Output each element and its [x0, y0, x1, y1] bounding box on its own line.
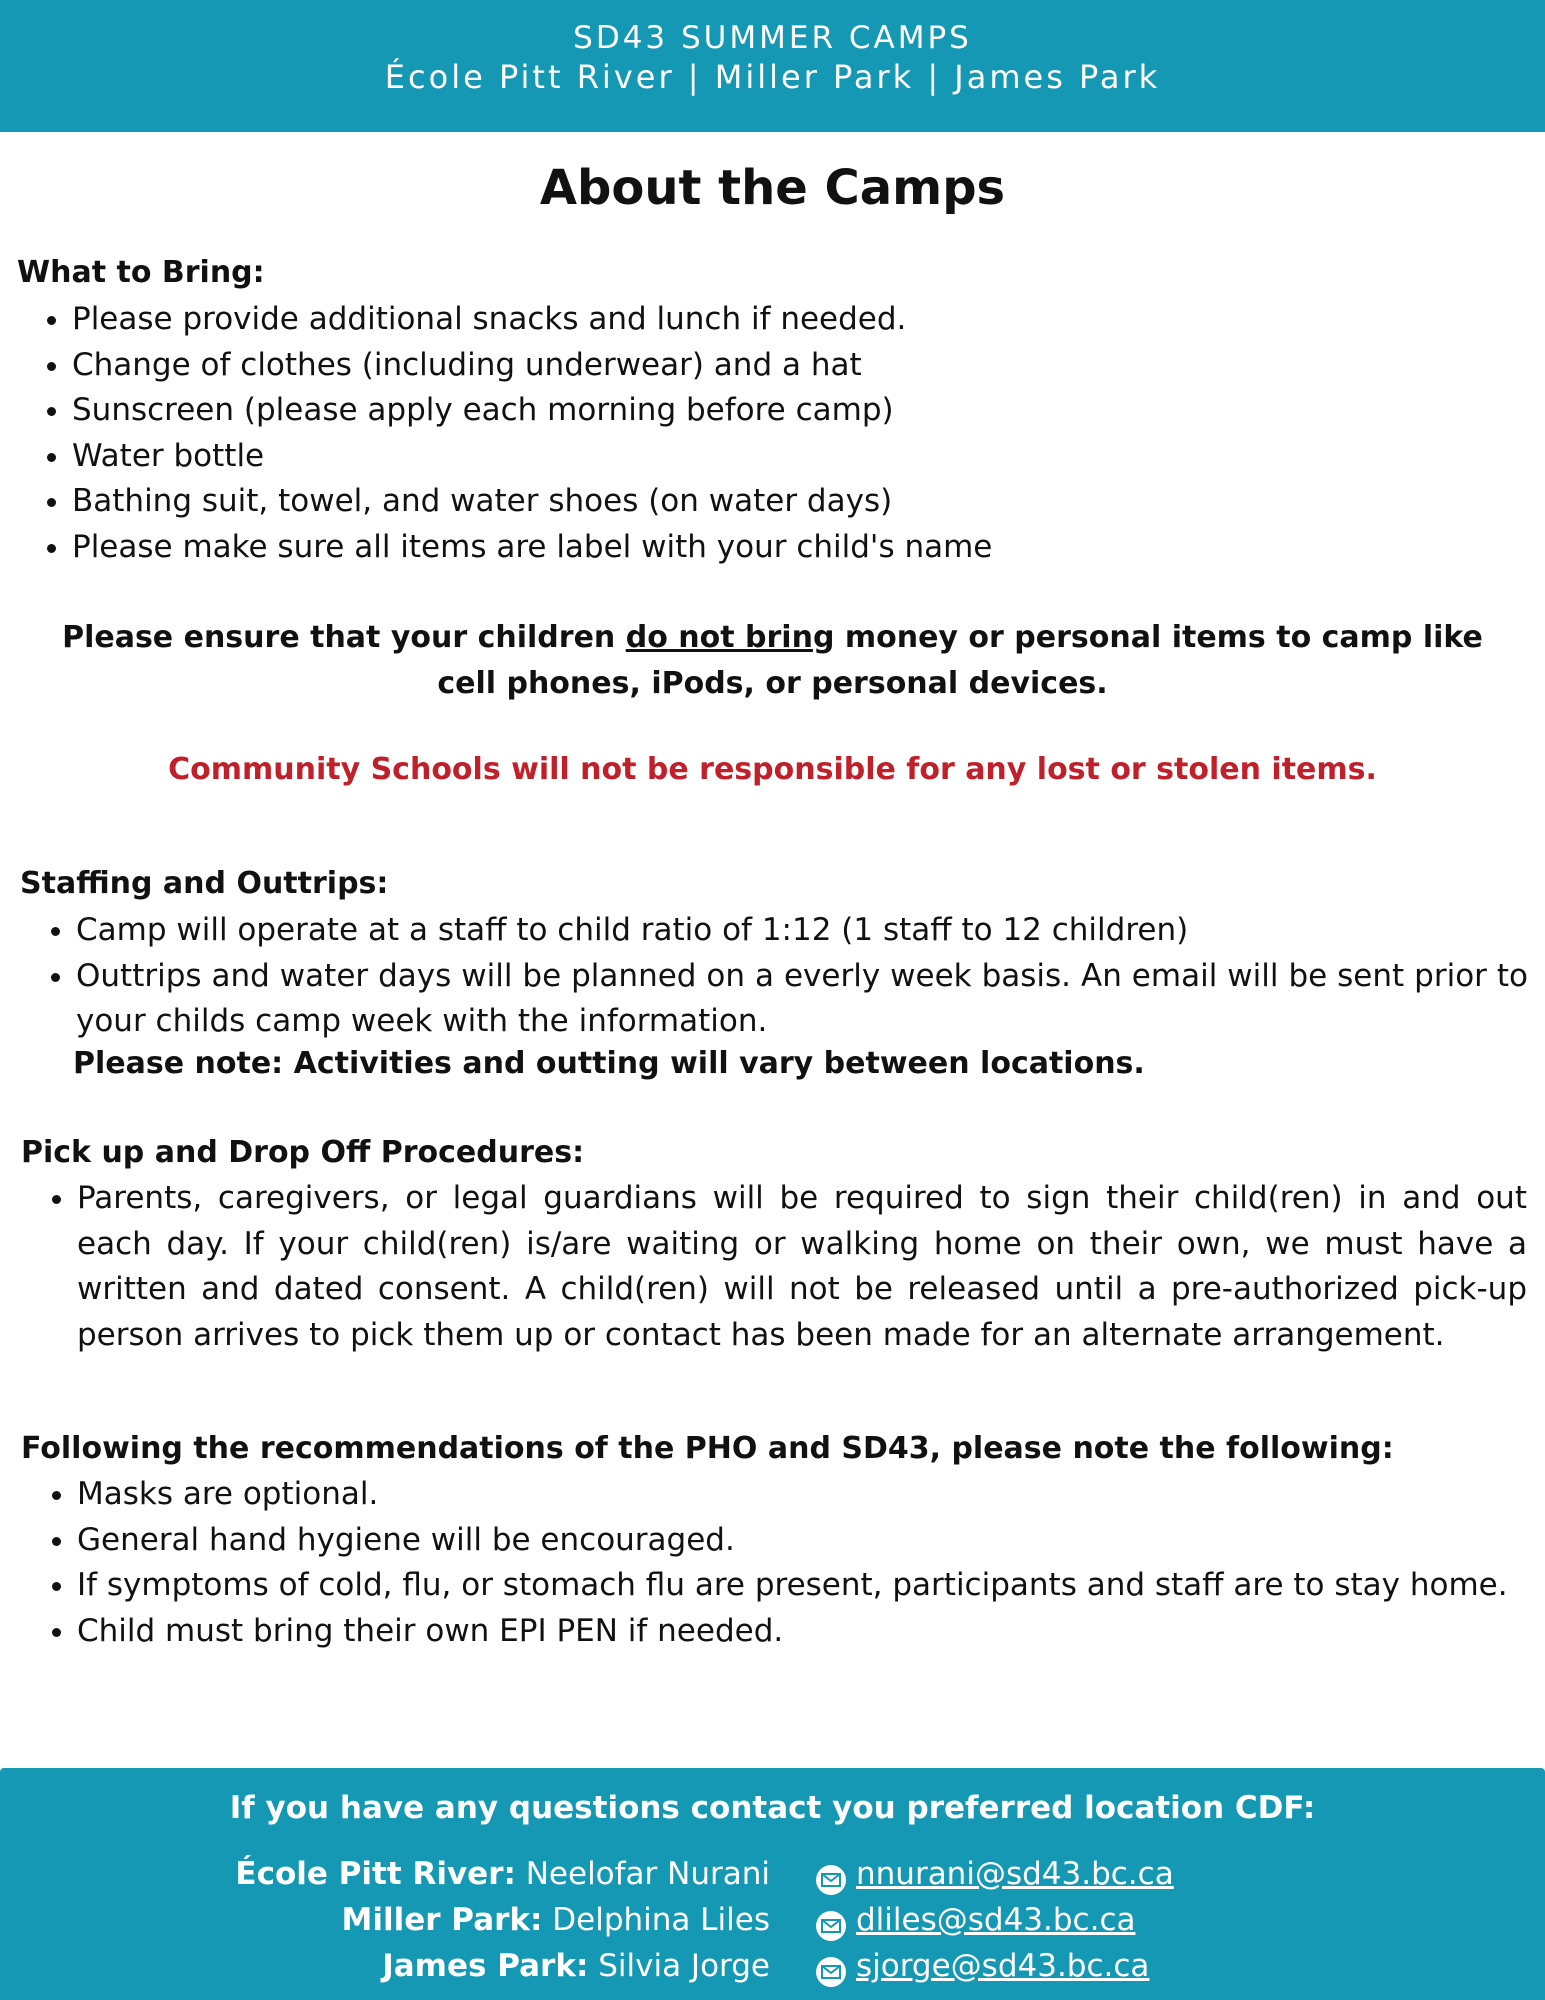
list-item: • Parents, caregivers, or legal guardians will be required to sign their child(ren) in and out each day. If your child(ren) is/are waiting or walking home on their own, we must have a written and dated consent. A child(ren) will not be released until a pre-authorized pick-up person arrives to pick them up or contact has been made for an alternate arrangement.: [77, 1176, 1527, 1358]
contact-banner: [0, 1768, 1545, 2000]
what-to-bring-heading: What to Bring:: [17, 255, 265, 290]
contact-row-pitt-river: [0, 1856, 1545, 1902]
pickup-list: [21, 1176, 1527, 1358]
list-item: • Masks are optional.: [77, 1472, 1526, 1518]
staffing-heading: Staffing and Outtrips:: [20, 866, 389, 901]
personal-items-notice: [40, 615, 1505, 707]
header-banner: [0, 0, 1545, 132]
email-link[interactable]: nnurani@sd43.bc.ca: [856, 1856, 1174, 1892]
contact-person: [235, 1856, 770, 1892]
pho-list: [21, 1472, 1526, 1654]
notice-text-before: Please ensure that your children: [62, 620, 626, 655]
list-item: • Outtrips and water days will be planned on a everly week basis. An email will be sent prior to your childs camp week with the information.: [76, 954, 1528, 1045]
email-link[interactable]: sjorge@sd43.bc.ca: [856, 1948, 1150, 1984]
header-locations: École Pitt River | Miller Park | James Park: [384, 58, 1161, 96]
list-item: • Child must bring their own EPI PEN if needed.: [77, 1609, 1526, 1655]
contact-name: Silvia Jorge: [588, 1948, 770, 1984]
page-title: About the Camps: [539, 160, 1006, 216]
list-item: • Bathing suit, towel, and water shoes (on water days): [72, 479, 1545, 525]
notice-text-after: g money or personal items to camp like cell phones, iPods, or personal devices.: [437, 620, 1483, 701]
lost-items-warning: Community Schools will not be responsible for any lost or stolen items.: [168, 752, 1377, 787]
contact-location: École Pitt River:: [235, 1856, 516, 1892]
contact-location: Miller Park:: [341, 1902, 543, 1938]
contact-heading: If you have any questions contact you preferred location CDF:: [229, 1790, 1316, 1826]
list-item: • General hand hygiene will be encouraged.: [77, 1518, 1526, 1564]
contact-name: Delphina Liles: [542, 1902, 770, 1938]
pickup-heading: Pick up and Drop Off Procedures:: [21, 1135, 585, 1170]
what-to-bring-list: [16, 297, 1545, 570]
contact-row-miller-park: [0, 1902, 1545, 1948]
list-item: • Change of clothes (including underwear) and a hat: [72, 343, 1545, 389]
envelope-icon: [815, 1864, 847, 1896]
list-item: • Please make sure all items are label with your child's name: [72, 525, 1545, 571]
envelope-icon: [815, 1956, 847, 1988]
envelope-icon: [815, 1910, 847, 1942]
staffing-list: [20, 908, 1528, 1045]
notice-underlined-text: do not brin: [625, 620, 813, 655]
list-item: • Please provide additional snacks and lunch if needed.: [72, 297, 1545, 343]
email-link[interactable]: dliles@sd43.bc.ca: [856, 1902, 1136, 1938]
contact-name: Neelofar Nurani: [515, 1856, 770, 1892]
contact-person: [341, 1902, 770, 1938]
list-item: • Camp will operate at a staff to child ratio of 1:12 (1 staff to 12 children): [76, 908, 1528, 954]
pho-heading: Following the recommendations of the PHO and SD43, please note the following:: [21, 1431, 1394, 1466]
list-item: • If symptoms of cold, flu, or stomach flu are present, participants and staff are to stay home.: [77, 1563, 1526, 1609]
contact-person: [382, 1948, 770, 1984]
contact-location: James Park:: [382, 1948, 589, 1984]
activities-note: Please note: Activities and outting will vary between locations.: [73, 1046, 1145, 1081]
contact-row-james-park: [0, 1948, 1545, 1994]
list-item: • Water bottle: [72, 434, 1545, 480]
header-title: SD43 SUMMER CAMPS: [573, 20, 972, 56]
list-item: • Sunscreen (please apply each morning before camp): [72, 388, 1545, 434]
